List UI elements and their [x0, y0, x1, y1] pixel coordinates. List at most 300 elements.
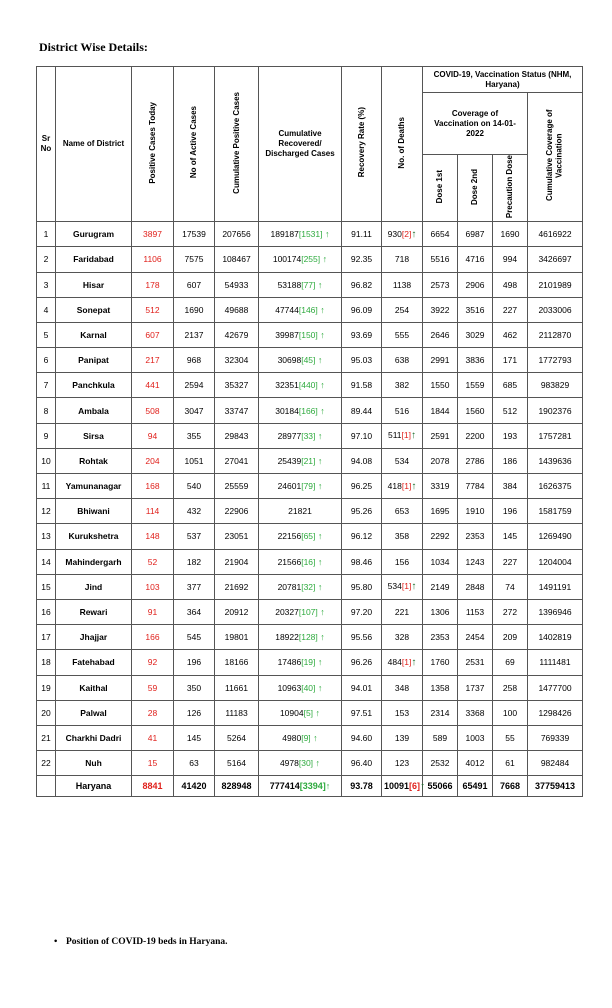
active-cases: 63 — [174, 751, 215, 776]
header-recovered: Cumulative Recovered/ Discharged Cases — [259, 67, 342, 222]
deaths: 139 — [382, 725, 423, 750]
recovery-rate: 89.44 — [342, 398, 382, 423]
recovery-rate: 95.03 — [342, 348, 382, 373]
recovered-cases: 21821 — [259, 499, 342, 524]
header-precaution: Precaution Dose — [493, 155, 528, 222]
header-vaccination-status: COVID-19, Vaccination Status (NHM, Haryana) — [423, 67, 583, 93]
dose2: 4012 — [458, 751, 493, 776]
up-arrow-icon: ↑ — [315, 531, 323, 542]
dose1: 3319 — [423, 474, 458, 499]
cumulative-positive: 207656 — [215, 222, 259, 247]
recovered-cases: 17486[19] ↑ — [259, 650, 342, 675]
positive-today: 103 — [132, 574, 174, 599]
header-positive-today: Positive Cases Today — [132, 67, 174, 222]
dose2: 1243 — [458, 549, 493, 574]
row-sr: 20 — [37, 700, 56, 725]
deaths: 418[1]↑ — [382, 474, 423, 499]
positive-today: 508 — [132, 398, 174, 423]
cumulative-vaccination: 982484 — [528, 751, 583, 776]
precaution-dose: 61 — [493, 751, 528, 776]
positive-today: 3897 — [132, 222, 174, 247]
header-cumulative-vaccination: Cumulative Coverage of Vaccination — [528, 93, 583, 222]
positive-today: 1106 — [132, 247, 174, 272]
total-dose1: 55066 — [423, 776, 458, 797]
district-name: Rewari — [56, 599, 132, 624]
cumulative-vaccination: 1396946 — [528, 599, 583, 624]
active-cases: 1690 — [174, 297, 215, 322]
row-sr: 13 — [37, 524, 56, 549]
district-name: Panipat — [56, 348, 132, 373]
district-name: Bhiwani — [56, 499, 132, 524]
precaution-dose: 209 — [493, 625, 528, 650]
dose1: 2314 — [423, 700, 458, 725]
recovered-cases: 18922[128] ↑ — [259, 625, 342, 650]
dose1: 5516 — [423, 247, 458, 272]
table-row — [37, 650, 583, 675]
recovery-rate: 97.10 — [342, 423, 382, 448]
row-sr: 2 — [37, 247, 56, 272]
district-name: Gurugram — [56, 222, 132, 247]
recovery-rate: 96.40 — [342, 751, 382, 776]
recovered-cases: 10963[40] ↑ — [259, 675, 342, 700]
up-arrow-icon: ↑ — [317, 304, 325, 315]
district-name: Karnal — [56, 322, 132, 347]
up-arrow-icon: ↑ — [313, 707, 321, 718]
cumulative-vaccination: 1402819 — [528, 625, 583, 650]
header-recovery-rate: Recovery Rate (%) — [342, 67, 382, 222]
deaths: 638 — [382, 348, 423, 373]
precaution-dose: 227 — [493, 549, 528, 574]
cumulative-positive: 29843 — [215, 423, 259, 448]
precaution-dose: 272 — [493, 599, 528, 624]
bullet-item: • Position of COVID-19 beds in Haryana. — [54, 937, 228, 947]
recovered-cases: 4978[30] ↑ — [259, 751, 342, 776]
up-arrow-icon: ↑ — [411, 480, 417, 492]
active-cases: 3047 — [174, 398, 215, 423]
active-cases: 126 — [174, 700, 215, 725]
cumulative-vaccination: 1772793 — [528, 348, 583, 373]
total-active: 41420 — [174, 776, 215, 797]
recovered-cases: 20781[32] ↑ — [259, 574, 342, 599]
up-arrow-icon: ↑ — [315, 657, 323, 668]
positive-today: 607 — [132, 322, 174, 347]
deaths: 534[1]↑ — [382, 574, 423, 599]
dose1: 2573 — [423, 272, 458, 297]
deaths: 348 — [382, 675, 423, 700]
cumulative-positive: 27041 — [215, 448, 259, 473]
table-row — [37, 751, 583, 776]
cumulative-positive: 108467 — [215, 247, 259, 272]
row-sr: 1 — [37, 222, 56, 247]
table-row — [37, 272, 583, 297]
table-row — [37, 423, 583, 448]
recovery-rate: 97.20 — [342, 599, 382, 624]
positive-today: 52 — [132, 549, 174, 574]
district-name: Fatehabad — [56, 650, 132, 675]
row-sr: 7 — [37, 373, 56, 398]
positive-today: 15 — [132, 751, 174, 776]
active-cases: 432 — [174, 499, 215, 524]
row-sr: 4 — [37, 297, 56, 322]
positive-today: 41 — [132, 725, 174, 750]
recovered-cases: 30698[45] ↑ — [259, 348, 342, 373]
recovered-cases: 32351[440] ↑ — [259, 373, 342, 398]
row-sr: 19 — [37, 675, 56, 700]
active-cases: 607 — [174, 272, 215, 297]
cumulative-vaccination: 1477700 — [528, 675, 583, 700]
cumulative-positive: 18166 — [215, 650, 259, 675]
deaths: 328 — [382, 625, 423, 650]
precaution-dose: 100 — [493, 700, 528, 725]
cumulative-positive: 21904 — [215, 549, 259, 574]
cumulative-positive: 20912 — [215, 599, 259, 624]
district-name: Rohtak — [56, 448, 132, 473]
recovery-rate: 92.35 — [342, 247, 382, 272]
cumulative-vaccination: 3426697 — [528, 247, 583, 272]
recovered-cases: 21566[16] ↑ — [259, 549, 342, 574]
row-sr: 11 — [37, 474, 56, 499]
table-row — [37, 474, 583, 499]
up-arrow-icon: ↑ — [322, 229, 330, 240]
dose2: 2454 — [458, 625, 493, 650]
cumulative-vaccination: 1269490 — [528, 524, 583, 549]
positive-today: 441 — [132, 373, 174, 398]
header-district: Name of District — [56, 67, 132, 222]
dose2: 2848 — [458, 574, 493, 599]
row-sr: 9 — [37, 423, 56, 448]
precaution-dose: 384 — [493, 474, 528, 499]
up-arrow-icon: ↑ — [310, 732, 318, 743]
positive-today: 178 — [132, 272, 174, 297]
dose2: 1560 — [458, 398, 493, 423]
district-name: Sirsa — [56, 423, 132, 448]
cumulative-vaccination: 2112870 — [528, 322, 583, 347]
up-arrow-icon: ↑ — [411, 228, 417, 240]
recovered-cases: 189187[1531] ↑ — [259, 222, 342, 247]
up-arrow-icon: ↑ — [411, 430, 416, 442]
deaths: 123 — [382, 751, 423, 776]
precaution-dose: 258 — [493, 675, 528, 700]
recovered-cases: 4980[9] ↑ — [259, 725, 342, 750]
cumulative-vaccination: 1902376 — [528, 398, 583, 423]
deaths: 930[2]↑ — [382, 222, 423, 247]
active-cases: 182 — [174, 549, 215, 574]
dose2: 4716 — [458, 247, 493, 272]
recovered-cases: 24601[79] ↑ — [259, 474, 342, 499]
header-cumulative-positive: Cumulative Positive Cases — [215, 67, 259, 222]
recovered-cases: 53188[77] ↑ — [259, 272, 342, 297]
active-cases: 17539 — [174, 222, 215, 247]
dose2: 1003 — [458, 725, 493, 750]
deaths: 534 — [382, 448, 423, 473]
precaution-dose: 145 — [493, 524, 528, 549]
recovery-rate: 93.69 — [342, 322, 382, 347]
district-name: Panchkula — [56, 373, 132, 398]
district-name: Yamunanagar — [56, 474, 132, 499]
dose1: 1844 — [423, 398, 458, 423]
recovered-cases: 100174[255] ↑ — [259, 247, 342, 272]
table-row — [37, 348, 583, 373]
dose1: 1358 — [423, 675, 458, 700]
recovery-rate: 98.46 — [342, 549, 382, 574]
table-row — [37, 725, 583, 750]
cumulative-vaccination: 769339 — [528, 725, 583, 750]
up-arrow-icon: ↑ — [317, 632, 325, 643]
precaution-dose: 55 — [493, 725, 528, 750]
district-name: Jind — [56, 574, 132, 599]
header-sr: Sr No — [37, 67, 56, 222]
active-cases: 196 — [174, 650, 215, 675]
recovery-rate: 96.25 — [342, 474, 382, 499]
total-cumulative-vaccination: 37759413 — [528, 776, 583, 797]
recovered-cases: 22156[65] ↑ — [259, 524, 342, 549]
deaths: 516 — [382, 398, 423, 423]
recovery-rate: 95.56 — [342, 625, 382, 650]
total-sr — [37, 776, 56, 797]
recovered-cases: 10904[5] ↑ — [259, 700, 342, 725]
recovery-rate: 96.09 — [342, 297, 382, 322]
positive-today: 217 — [132, 348, 174, 373]
dose1: 1760 — [423, 650, 458, 675]
dose1: 1306 — [423, 599, 458, 624]
recovery-rate: 96.82 — [342, 272, 382, 297]
precaution-dose: 512 — [493, 398, 528, 423]
positive-today: 59 — [132, 675, 174, 700]
row-sr: 22 — [37, 751, 56, 776]
recovery-rate: 94.01 — [342, 675, 382, 700]
precaution-dose: 186 — [493, 448, 528, 473]
active-cases: 545 — [174, 625, 215, 650]
dose2: 6987 — [458, 222, 493, 247]
active-cases: 145 — [174, 725, 215, 750]
dose2: 1737 — [458, 675, 493, 700]
cumulative-positive: 35327 — [215, 373, 259, 398]
dose2: 1559 — [458, 373, 493, 398]
row-sr: 17 — [37, 625, 56, 650]
recovery-rate: 94.08 — [342, 448, 382, 473]
positive-today: 168 — [132, 474, 174, 499]
precaution-dose: 196 — [493, 499, 528, 524]
row-sr: 3 — [37, 272, 56, 297]
table-body — [37, 222, 583, 776]
deaths: 254 — [382, 297, 423, 322]
active-cases: 540 — [174, 474, 215, 499]
up-arrow-icon: ↑ — [315, 355, 323, 366]
table-row — [37, 524, 583, 549]
cumulative-positive: 23051 — [215, 524, 259, 549]
cumulative-positive: 33747 — [215, 398, 259, 423]
district-name: Charkhi Dadri — [56, 725, 132, 750]
dose1: 2991 — [423, 348, 458, 373]
active-cases: 364 — [174, 599, 215, 624]
dose1: 1550 — [423, 373, 458, 398]
row-sr: 15 — [37, 574, 56, 599]
active-cases: 355 — [174, 423, 215, 448]
precaution-dose: 994 — [493, 247, 528, 272]
up-arrow-icon: ↑ — [315, 455, 323, 466]
dose1: 1695 — [423, 499, 458, 524]
positive-today: 148 — [132, 524, 174, 549]
up-arrow-icon: ↑ — [317, 380, 325, 391]
total-label: Haryana — [56, 776, 132, 797]
total-positive: 8841 — [132, 776, 174, 797]
recovered-cases: 25439[21] ↑ — [259, 448, 342, 473]
total-deaths: 10091[6]↑ — [382, 776, 423, 797]
district-name: Mahindergarh — [56, 549, 132, 574]
recovered-cases: 30184[166] ↑ — [259, 398, 342, 423]
deaths: 484[1]↑ — [382, 650, 423, 675]
recovered-cases: 28977[33] ↑ — [259, 423, 342, 448]
deaths: 358 — [382, 524, 423, 549]
positive-today: 114 — [132, 499, 174, 524]
cumulative-vaccination: 1111481 — [528, 650, 583, 675]
deaths: 1138 — [382, 272, 423, 297]
dose1: 2646 — [423, 322, 458, 347]
cumulative-vaccination: 1757281 — [528, 423, 583, 448]
precaution-dose: 498 — [493, 272, 528, 297]
district-name: Jhajjar — [56, 625, 132, 650]
cumulative-vaccination: 1298426 — [528, 700, 583, 725]
recovered-cases: 39987[150] ↑ — [259, 322, 342, 347]
precaution-dose: 69 — [493, 650, 528, 675]
active-cases: 350 — [174, 675, 215, 700]
recovery-rate: 91.11 — [342, 222, 382, 247]
active-cases: 2137 — [174, 322, 215, 347]
up-arrow-icon: ↑ — [315, 682, 323, 693]
cumulative-positive: 21692 — [215, 574, 259, 599]
district-name: Nuh — [56, 751, 132, 776]
precaution-dose: 193 — [493, 423, 528, 448]
total-rate: 93.78 — [342, 776, 382, 797]
deaths: 718 — [382, 247, 423, 272]
table-row — [37, 448, 583, 473]
table-row — [37, 574, 583, 599]
up-arrow-icon: ↑ — [325, 781, 331, 792]
positive-today: 92 — [132, 650, 174, 675]
cumulative-vaccination: 1581759 — [528, 499, 583, 524]
dose1: 2532 — [423, 751, 458, 776]
cumulative-vaccination: 1491191 — [528, 574, 583, 599]
cumulative-positive: 25559 — [215, 474, 259, 499]
up-arrow-icon: ↑ — [320, 254, 328, 265]
precaution-dose: 74 — [493, 574, 528, 599]
table-row — [37, 373, 583, 398]
dose2: 1910 — [458, 499, 493, 524]
recovered-cases: 20327[107] ↑ — [259, 599, 342, 624]
header-active: No of Active Cases — [174, 67, 215, 222]
recovery-rate: 94.60 — [342, 725, 382, 750]
cumulative-positive: 32304 — [215, 348, 259, 373]
active-cases: 2594 — [174, 373, 215, 398]
district-name: Sonepat — [56, 297, 132, 322]
positive-today: 28 — [132, 700, 174, 725]
row-sr: 6 — [37, 348, 56, 373]
deaths: 153 — [382, 700, 423, 725]
district-name: Hisar — [56, 272, 132, 297]
active-cases: 537 — [174, 524, 215, 549]
table-row — [37, 599, 583, 624]
cumulative-positive: 11661 — [215, 675, 259, 700]
recovery-rate: 97.51 — [342, 700, 382, 725]
active-cases: 377 — [174, 574, 215, 599]
recovered-cases: 47744[146] ↑ — [259, 297, 342, 322]
up-arrow-icon: ↑ — [317, 405, 325, 416]
deaths: 221 — [382, 599, 423, 624]
up-arrow-icon: ↑ — [315, 556, 323, 567]
total-cumulative: 828948 — [215, 776, 259, 797]
row-sr: 10 — [37, 448, 56, 473]
cumulative-vaccination: 1439636 — [528, 448, 583, 473]
up-arrow-icon: ↑ — [317, 329, 325, 340]
dose2: 3516 — [458, 297, 493, 322]
up-arrow-icon: ↑ — [315, 581, 323, 592]
row-sr: 8 — [37, 398, 56, 423]
header-dose2: Dose 2nd — [458, 155, 493, 222]
table-row — [37, 675, 583, 700]
deaths: 382 — [382, 373, 423, 398]
deaths: 156 — [382, 549, 423, 574]
active-cases: 968 — [174, 348, 215, 373]
dose2: 2531 — [458, 650, 493, 675]
recovery-rate: 91.58 — [342, 373, 382, 398]
cumulative-vaccination: 1626375 — [528, 474, 583, 499]
table-row — [37, 247, 583, 272]
dose1: 2292 — [423, 524, 458, 549]
dose1: 1034 — [423, 549, 458, 574]
row-sr: 12 — [37, 499, 56, 524]
dose2: 2786 — [458, 448, 493, 473]
precaution-dose: 171 — [493, 348, 528, 373]
up-arrow-icon: ↑ — [315, 481, 323, 492]
row-sr: 14 — [37, 549, 56, 574]
table-row — [37, 297, 583, 322]
deaths: 511[1]↑ — [382, 423, 423, 448]
cumulative-positive: 5264 — [215, 725, 259, 750]
row-sr: 21 — [37, 725, 56, 750]
table-row — [37, 222, 583, 247]
row-sr: 18 — [37, 650, 56, 675]
header-dose1: Dose 1st — [423, 155, 458, 222]
cumulative-positive: 54933 — [215, 272, 259, 297]
header-vaccination-coverage: Coverage of Vaccination on 14-01-2022 — [423, 93, 528, 155]
district-name: Palwal — [56, 700, 132, 725]
dose2: 1153 — [458, 599, 493, 624]
dose1: 2591 — [423, 423, 458, 448]
total-precaution: 7668 — [493, 776, 528, 797]
active-cases: 1051 — [174, 448, 215, 473]
dose2: 2200 — [458, 423, 493, 448]
recovery-rate: 96.26 — [342, 650, 382, 675]
dose1: 589 — [423, 725, 458, 750]
positive-today: 204 — [132, 448, 174, 473]
up-arrow-icon: ↑ — [411, 581, 417, 593]
dose1: 2353 — [423, 625, 458, 650]
dose1: 2149 — [423, 574, 458, 599]
deaths: 653 — [382, 499, 423, 524]
dose2: 2906 — [458, 272, 493, 297]
total-row — [37, 776, 583, 797]
district-name: Kurukshetra — [56, 524, 132, 549]
up-arrow-icon: ↑ — [313, 758, 321, 769]
cumulative-vaccination: 2101989 — [528, 272, 583, 297]
up-arrow-icon: ↑ — [317, 607, 325, 618]
total-dose2: 65491 — [458, 776, 493, 797]
cumulative-positive: 42679 — [215, 322, 259, 347]
page-title: District Wise Details: — [39, 40, 148, 54]
positive-today: 91 — [132, 599, 174, 624]
recovery-rate: 96.12 — [342, 524, 382, 549]
dose2: 3368 — [458, 700, 493, 725]
